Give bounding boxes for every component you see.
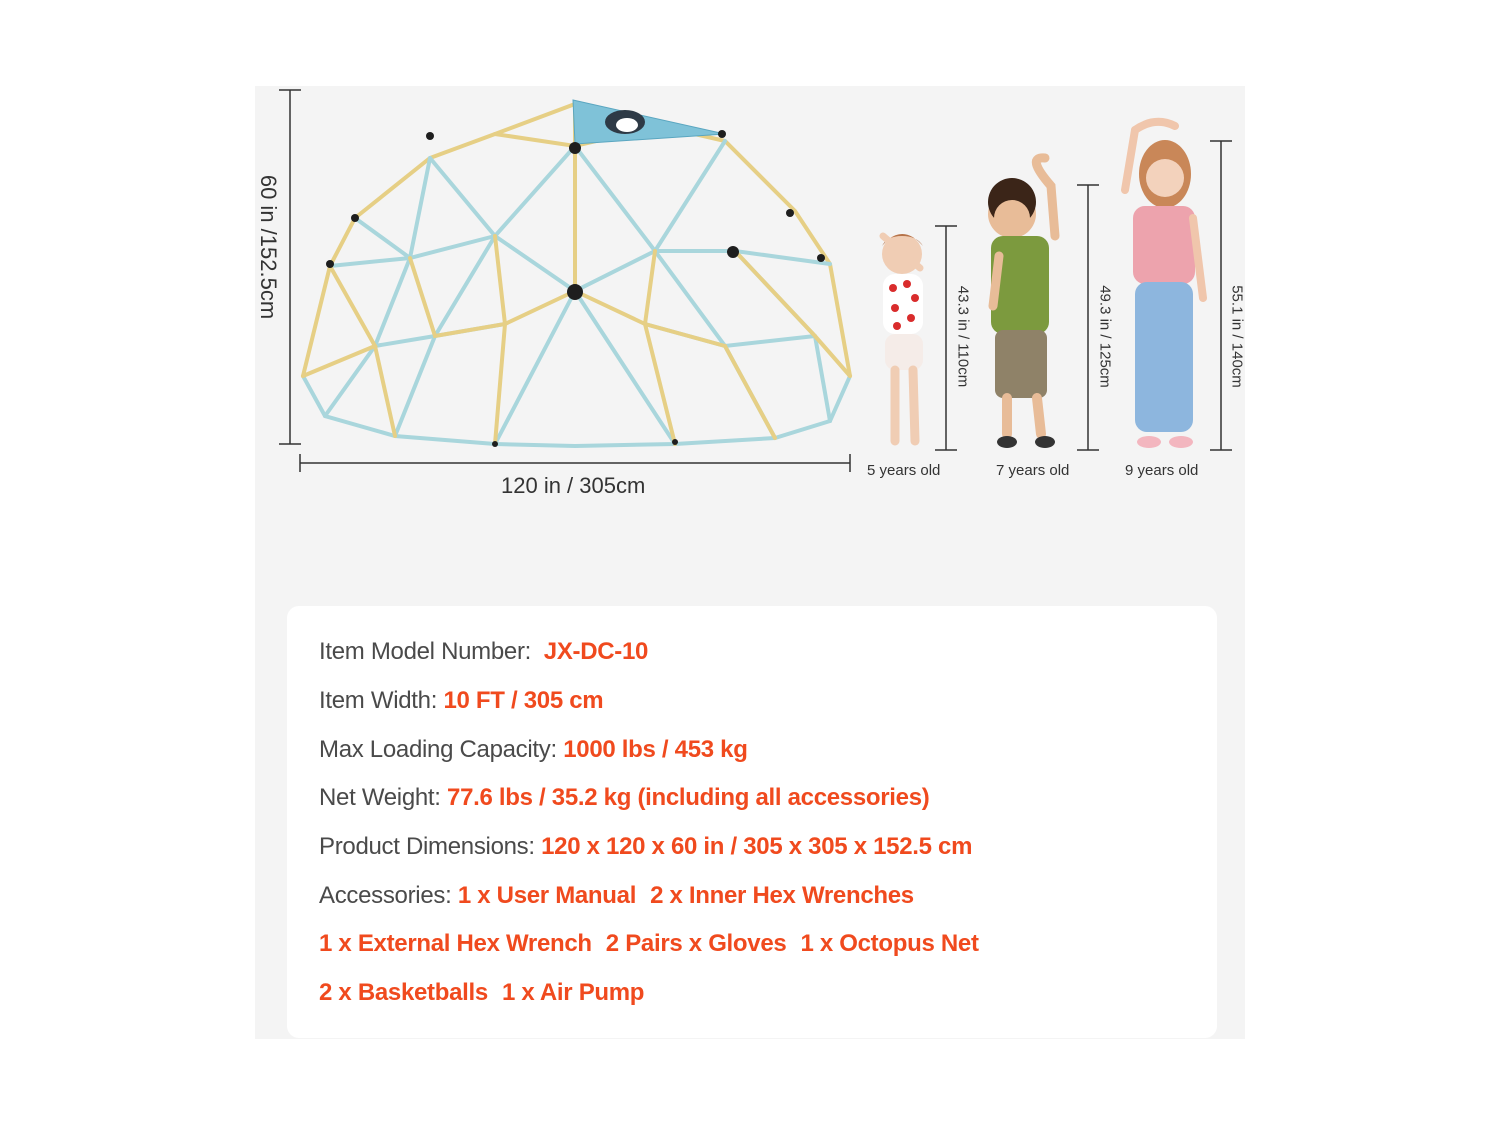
spec-weight-label: Net Weight: [319, 784, 441, 811]
spec-accessories [319, 882, 928, 910]
accessory-item: 2 x Basketballs [319, 979, 488, 1006]
child-height-label: 43.3 in / 110cm [954, 285, 972, 388]
child-age-label: 9 years old [1125, 462, 1199, 479]
child-age-label: 7 years old [996, 462, 1070, 479]
spec-capacity-label: Max Loading Capacity: [319, 736, 557, 763]
spec-width-value: 10 FT / 305 cm [443, 687, 604, 714]
spec-model-value: JX-DC-10 [543, 638, 649, 665]
child-9-years-figure [1125, 122, 1203, 448]
child-7-years-figure [988, 158, 1055, 448]
accessory-item: 1 x External Hex Wrench [319, 930, 592, 957]
spec-capacity-value: 1000 lbs / 453 kg [563, 736, 748, 763]
spec-capacity [319, 736, 748, 764]
spec-accessories-continued [319, 930, 993, 958]
spec-dimensions [319, 833, 972, 861]
spec-accessories-continued [319, 979, 658, 1007]
child-age-label: 5 years old [867, 462, 941, 479]
product-panel [255, 86, 1245, 1039]
spec-weight [319, 784, 929, 812]
spec-model [319, 638, 648, 666]
product-figure [255, 86, 1245, 606]
accessory-item: 2 Pairs x Gloves [605, 930, 787, 957]
child-height-label: 49.3 in / 125cm [1096, 285, 1114, 388]
spec-width-label: Item Width: [319, 687, 438, 714]
accessory-item: 1 x User Manual [457, 882, 637, 909]
spec-card [287, 606, 1217, 1038]
spec-accessories-label: Accessories: [319, 882, 452, 909]
height-dimension-line [279, 90, 301, 444]
spec-weight-value: 77.6 lbs / 35.2 kg (including all accessories) [447, 784, 930, 811]
child-5-years-figure [882, 234, 923, 441]
spec-model-label: Item Model Number: [319, 638, 532, 665]
spec-dimensions-value: 120 x 120 x 60 in / 305 x 305 x 152.5 cm [541, 833, 973, 860]
climbing-dome [303, 104, 850, 446]
accessory-item: 2 x Inner Hex Wrenches [650, 882, 914, 909]
accessory-item: 1 x Air Pump [501, 979, 645, 1006]
child-height-label: 55.1 in / 140cm [1228, 285, 1246, 388]
dome-width-label: 120 in / 305cm [501, 473, 646, 498]
spec-width [319, 687, 603, 715]
width-dimension-line [300, 454, 850, 472]
accessory-item: 1 x Octopus Net [800, 930, 979, 957]
spec-dimensions-label: Product Dimensions: [319, 833, 535, 860]
dome-height-label: 60 in /152.5cm [256, 174, 281, 320]
